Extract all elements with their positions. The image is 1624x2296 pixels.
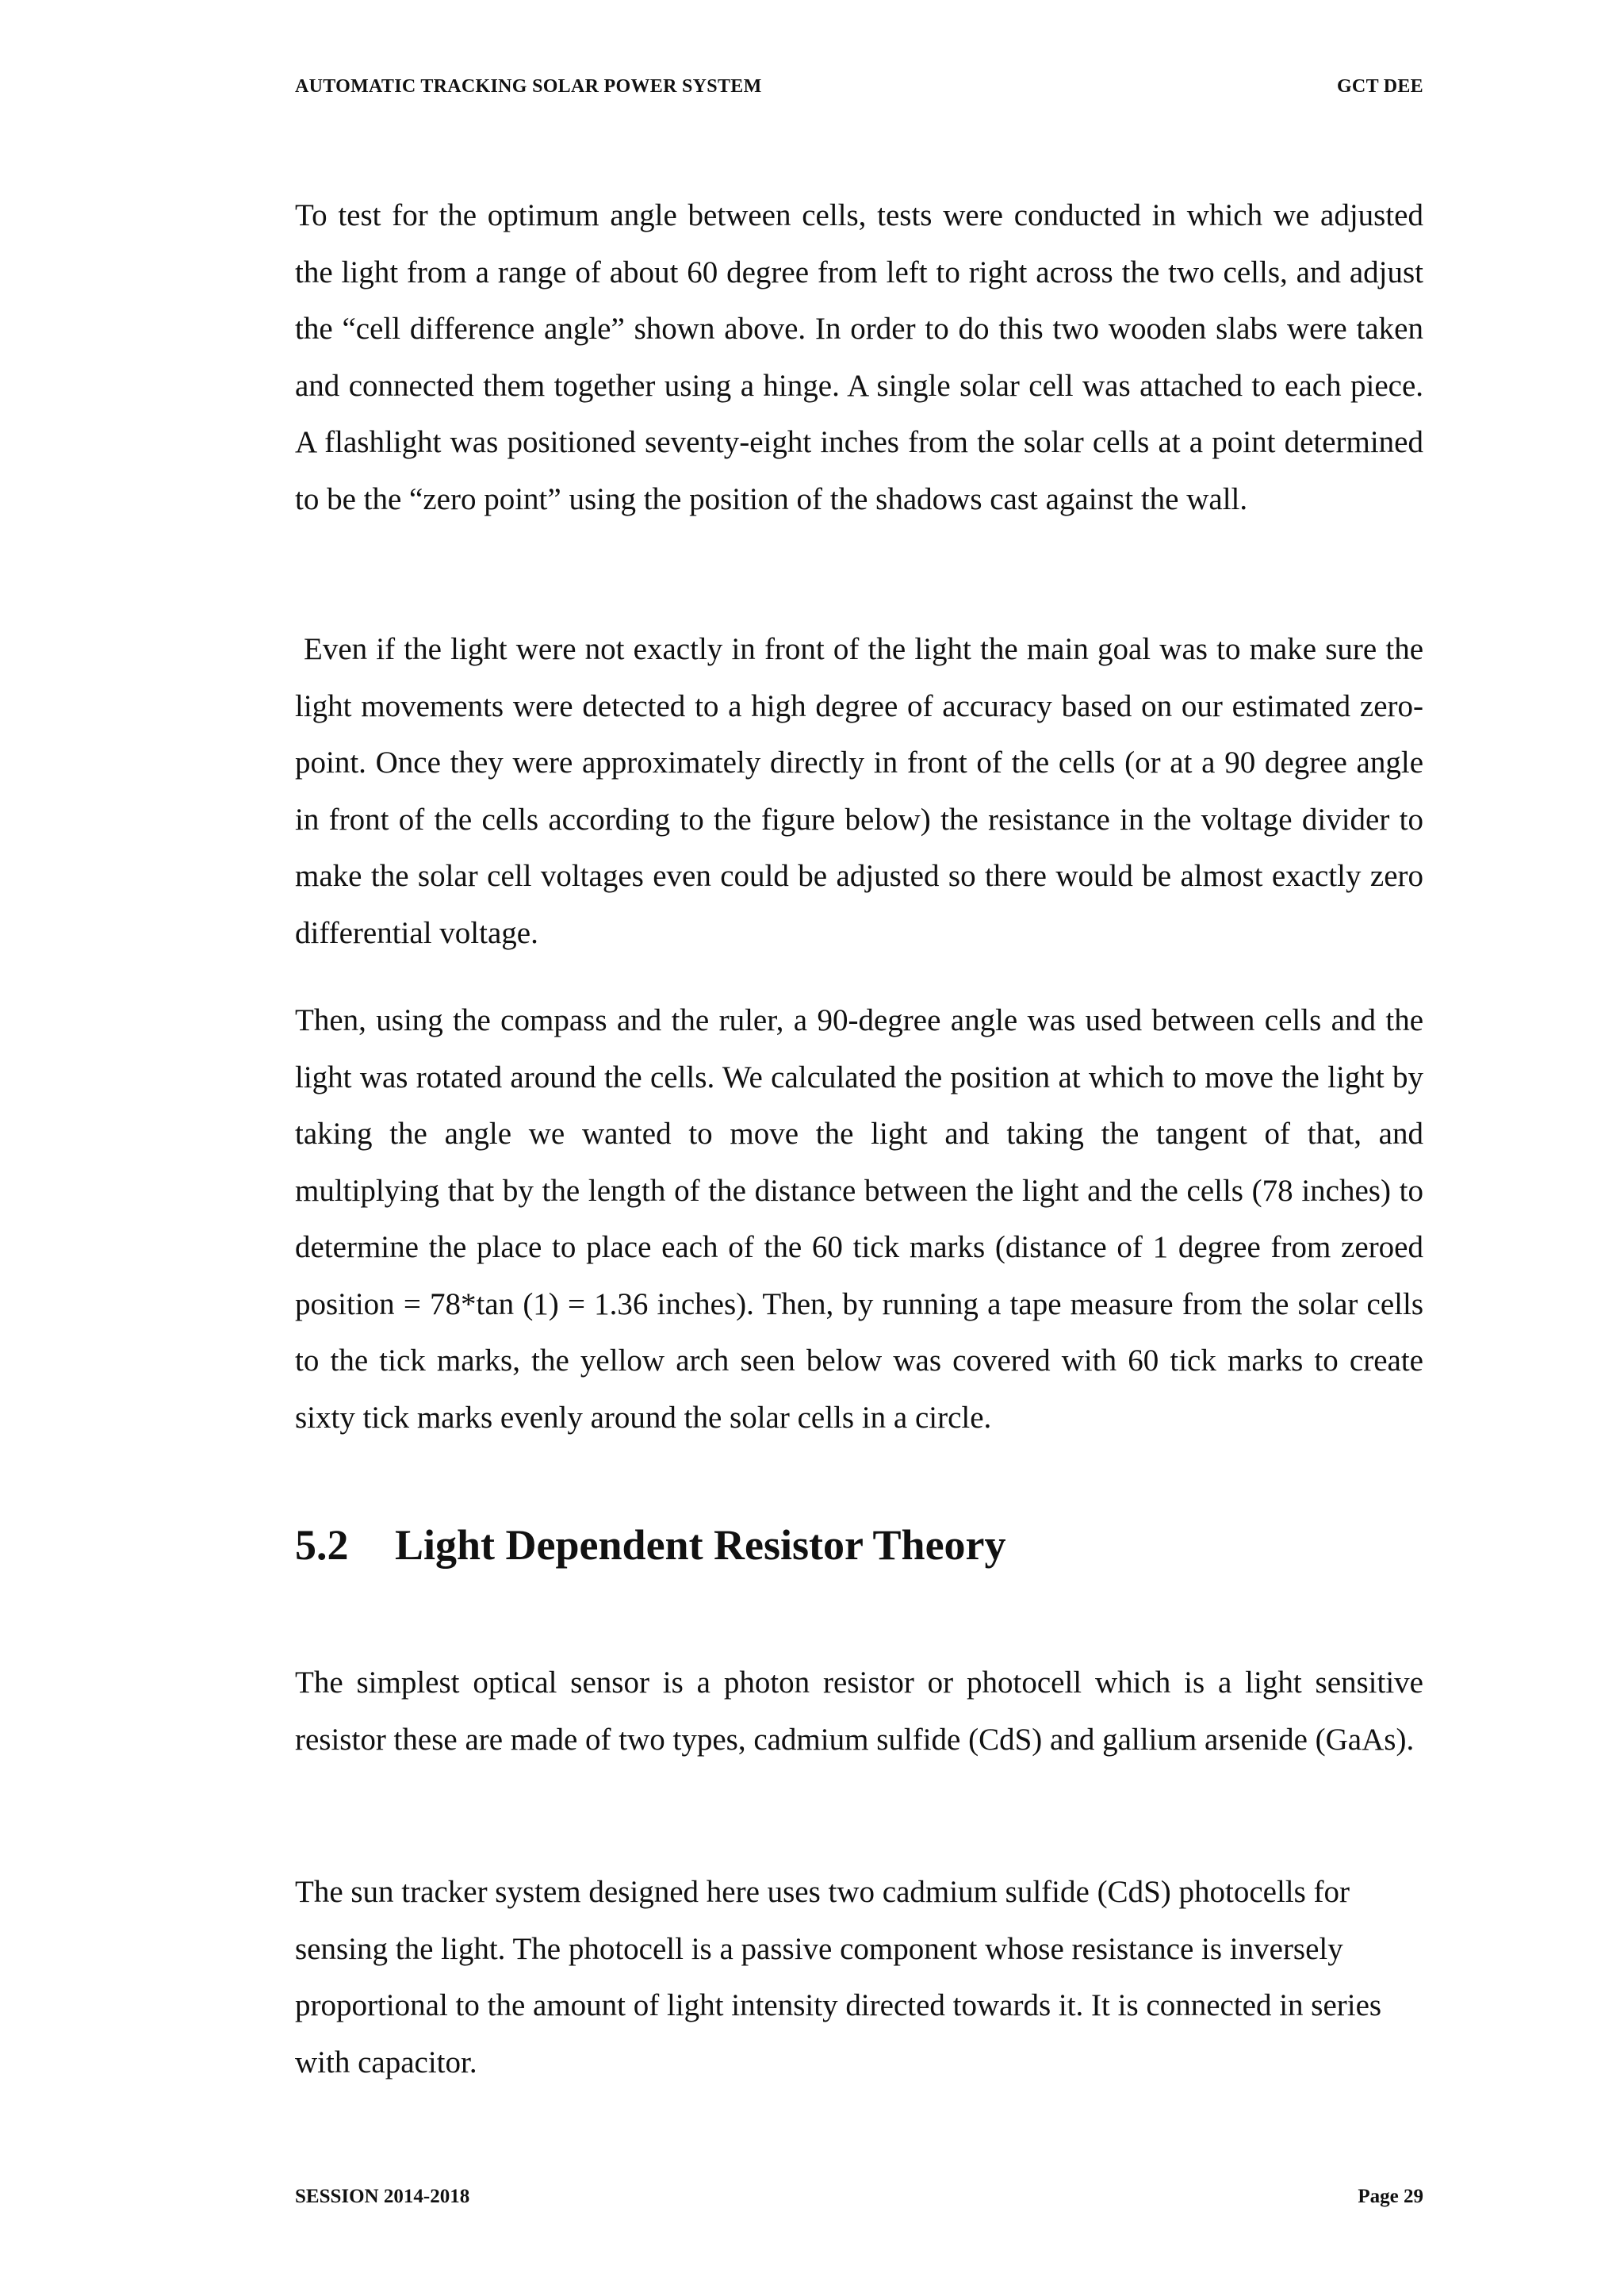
body-paragraph: Even if the light were not exactly in front of the light the main goal was to make sure the light movements were detected to a high degree of accuracy based on our estimated zero-point. Once they were approximately directly in front of the cells (or at a 90 degree angle in front of the cells according to the figure below) the resistance in the voltage divider to make the solar cell voltages even could be adjusted so there would be almost exactly zero differential voltage. bbox=[295, 632, 1423, 950]
running-header bbox=[295, 76, 1423, 108]
body-paragraph: Then, using the compass and the ruler, a 90-degree angle was used between cells and the light was rotated around the cells. We calculated the position at which to move the light by taking the angle we wanted to move the light and taking the tangent of that, and multiplying that by the length of the distance between the light and the cells (78 inches) to determine the place to place each of the 60 tick marks (distance of 1 degree from zeroed position = 78*tan (1) = 1.36 inches). Then, by running a tape measure from the solar cells to the tick marks, the yellow arch seen below was covered with 60 tick marks to create sixty tick marks evenly around the solar cells in a circle. bbox=[295, 1003, 1423, 1435]
section-number: 5.2 bbox=[295, 1521, 349, 1569]
section-title: Light Dependent Resistor Theory bbox=[395, 1521, 1006, 1569]
section-heading bbox=[295, 1517, 1006, 1573]
footer-session: SESSION 2014-2018 bbox=[295, 2186, 470, 2207]
page-number: Page 29 bbox=[1358, 2186, 1423, 2207]
body-paragraph: The simplest optical sensor is a photon resistor or photocell which is a light sensitive resistor these are made of two types, cadmium sulfide (CdS) and gallium arsenide (GaAs). bbox=[295, 1665, 1423, 1757]
header-title: AUTOMATIC TRACKING SOLAR POWER SYSTEM bbox=[295, 76, 762, 97]
page-footer bbox=[295, 2186, 1423, 2217]
header-department: GCT DEE bbox=[1336, 76, 1423, 97]
body-paragraph: The sun tracker system designed here uses two cadmium sulfide (CdS) photocells for sensing the light. The photocell is a passive component whose resistance is inversely proportional to the amount of light intensity directed towards it. It is connected in series with capacitor. bbox=[295, 1875, 1382, 2079]
body-paragraph: To test for the optimum angle between cells, tests were conducted in which we adjusted the light from a range of about 60 degree from left to right across the two cells, and adjust the “cell difference angle” shown above. In order to do this two wooden slabs were taken and connected them together using a hinge. A single solar cell was attached to each piece. A flashlight was positioned seventy-eight inches from the solar cells at a point determined to be the “zero point” using the position of the shadows cast against the wall. bbox=[295, 198, 1423, 516]
